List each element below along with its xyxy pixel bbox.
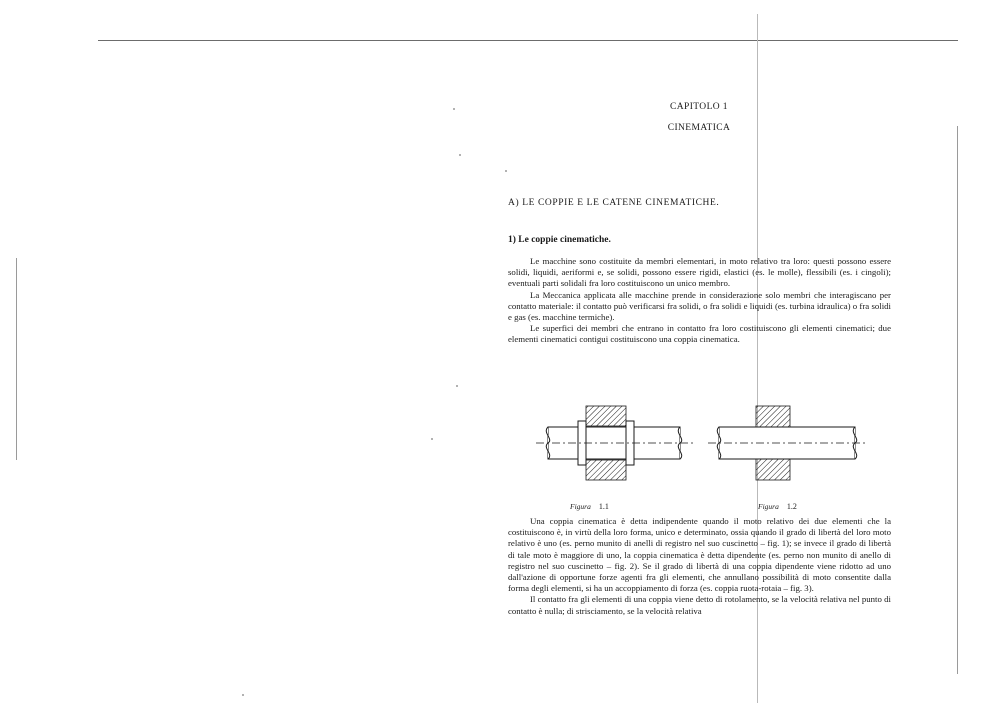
chapter-title: CINEMATICA xyxy=(667,123,731,133)
figure-1-1-caption: Figura 1.1 xyxy=(570,502,609,511)
figure-1-1-drawing xyxy=(536,406,694,480)
page-top-rule xyxy=(98,40,958,41)
figures xyxy=(506,403,892,515)
left-page-edge xyxy=(16,258,17,460)
subsection-heading: 1) Le coppie cinematiche. xyxy=(508,235,611,245)
paragraph: La Meccanica applicata alle macchine prende in considerazione solo membri che interagiscano per contatto materiale: il contatto può verificarsi fra solidi, o fra solidi e liquidi (es. turbina idraulica) o fra solidi e gas (es. macchine termiche). xyxy=(508,289,891,323)
body-text-upper xyxy=(508,256,891,346)
paragraph: Una coppia cinematica è detta indipendente quando il moto relativo dei due elementi che la costituiscono è, in virtù della loro forma, unico e determinato, ossia quando il grado di libertà del loro moto relativo è uno (es. perno munito di anelli di registro nel suo cuscinetto – fig. 1); se invece il grado di libertà di tale moto è maggiore di uno, la coppia cinematica è detta dipendente (es. perno non munito di anello di registro nel suo cuscinetto – fig. 2). Se il grado di libertà di una coppia dipendente viene ridotto ad uno dall'azione di opportune forze agenti fra gli elementi, che annullano possibilità di moto consentite dalla forma degli elementi, si ha un accoppiamento di forza (es. coppia ruota-rotaia – fig. 3). xyxy=(508,516,891,594)
figure-1-2-drawing xyxy=(708,406,866,480)
scan-speck xyxy=(459,154,461,156)
scan-speck xyxy=(431,438,433,440)
chapter-number: CAPITOLO 1 xyxy=(670,102,728,112)
body-text-lower xyxy=(508,516,891,617)
figure-drawings xyxy=(506,403,892,498)
scan-speck xyxy=(456,385,458,387)
figure-1-2-caption: Figura 1.2 xyxy=(758,502,797,511)
paragraph: Il contatto fra gli elementi di una coppia viene detto di rotolamento, se la velocità relativa nel punto di contatto è nulla; di strisciamento, se la velocità relativa xyxy=(508,594,891,616)
paragraph: Le superfici dei membri che entrano in contatto fra loro costituiscono gli elementi cinematici; due elementi cinematici contigui costituiscono una coppia cinematica. xyxy=(508,323,891,345)
scan-speck xyxy=(453,108,455,110)
paragraph: Le macchine sono costituite da membri elementari, in moto relativo tra loro: questi possono essere solidi, liquidi, aeriformi e, se solidi, possono essere rigidi, elastici (es. le molle), flessibili (es. i cingoli); eventuali parti solidali fra loro costituiscono un unico membro. xyxy=(508,256,891,289)
section-heading: A) LE COPPIE E LE CATENE CINEMATICHE. xyxy=(508,198,720,208)
right-page-edge xyxy=(957,126,958,674)
scan-speck xyxy=(505,170,507,172)
scan-speck xyxy=(242,694,244,696)
